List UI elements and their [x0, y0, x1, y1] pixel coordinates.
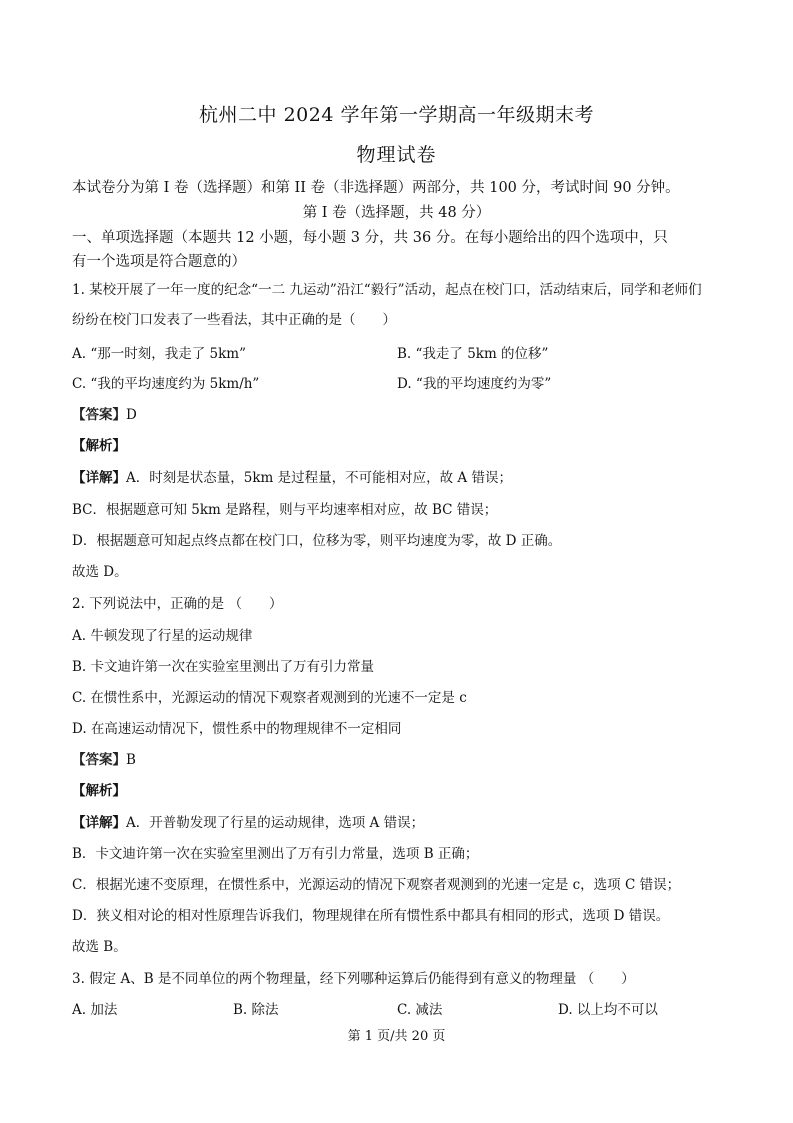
- page-number: 第 1 页/共 20 页: [347, 1029, 446, 1044]
- q1-option-b: B. “我走了 5km 的位移”: [397, 346, 549, 362]
- answer-value: D: [126, 407, 137, 423]
- q2-option-d: D. 在高速运动情况下，惯性系中的物理规律不一定相同: [72, 721, 402, 737]
- q2-analysis-label: 【解析】: [72, 783, 126, 799]
- q2-option-b: B. 卡文迪许第一次在实验室里测出了万有引力常量: [72, 659, 375, 675]
- q2-detail-line3: C．根据光速不变原理，在惯性系中，光源运动的情况下观察者观测到的光速一定是 c，选项 C 错误；: [72, 877, 681, 893]
- q1-option-a: A. “那一时刻，我走了 5km”: [72, 346, 246, 362]
- section-heading: 第 I 卷（选择题，共 48 分）: [302, 205, 491, 221]
- q1-detail-line3: D．根据题意可知起点终点都在校门口，位移为零，则平均速度为零，故 D 正确。: [72, 533, 562, 549]
- part-instructions-line2: 有一个选项是符合题意的）: [72, 254, 246, 270]
- answer-value: B: [126, 752, 136, 768]
- q2-detail-line1: [72, 811, 424, 831]
- part-instructions-line1: 一、单项选择题（本题共 12 小题，每小题 3 分，共 36 分。在每小题给出的四个选项中，只: [72, 230, 668, 246]
- q3-option-a: A. 加法: [72, 1002, 118, 1018]
- q1-option-d: D. “我的平均速度约为零”: [397, 376, 552, 392]
- q1-conclusion: 故选 D。: [72, 564, 128, 580]
- q3-option-d: D. 以上均不可以: [558, 1002, 658, 1018]
- q1-option-c: C. “我的平均速度约为 5km/h”: [72, 376, 260, 392]
- exam-title: 杭州二中 2024 学年第一学期高一年级期末考: [199, 104, 594, 126]
- q2-option-a: A. 牛顿发现了行星的运动规律: [72, 628, 253, 644]
- answer-label: 【答案】: [72, 752, 126, 768]
- q1-analysis-label: 【解析】: [72, 438, 126, 454]
- detail-label: 【详解】: [72, 470, 126, 486]
- q2-stem: 2. 下列说法中，正确的是 （ ）: [72, 596, 283, 612]
- q1-stem-line2: 纷纷在校门口发表了一些看法，其中正确的是（ ）: [72, 312, 396, 328]
- exam-intro: 本试卷分为第 I 卷（选择题）和第 II 卷（非选择题）两部分，共 100 分，考试时间 90 分钟。: [72, 180, 680, 196]
- q1-detail-line1: [72, 466, 512, 486]
- q2-conclusion: 故选 B。: [72, 939, 127, 955]
- exam-subtitle: 物理试卷: [356, 144, 437, 166]
- q1-answer: [72, 403, 137, 423]
- detail-text: A．开普勒发现了行星的运动规律，选项 A 错误；: [126, 815, 425, 831]
- q1-detail-line2: BC．根据题意可知 5km 是路程，则与平均速率相对应，故 BC 错误；: [72, 502, 498, 518]
- detail-text: A．时刻是状态量，5km 是过程量，不可能相对应，故 A 错误；: [126, 470, 512, 486]
- q2-option-c: C. 在惯性系中，光源运动的情况下观察者观测到的光速不一定是 c: [72, 690, 467, 706]
- answer-label: 【答案】: [72, 407, 126, 423]
- q3-stem: 3. 假定 A、B 是不同单位的两个物理量，经下列哪种运算后仍能得到有意义的物理量 （ ）: [72, 971, 635, 987]
- detail-label: 【详解】: [72, 815, 126, 831]
- q3-option-c: C. 减法: [397, 1002, 443, 1018]
- q3-option-b: B. 除法: [233, 1002, 279, 1018]
- q2-answer: [72, 748, 136, 768]
- q1-stem-line1: 1. 某校开展了一年一度的纪念“一二 九运动”沿江“毅行”活动，起点在校门口，活动结束后，同学和老师们: [72, 282, 702, 298]
- q2-detail-line4: D．狭义相对论的相对性原理告诉我们，物理规律在所有惯性系中都具有相同的形式，选项 D 错误。: [72, 908, 670, 924]
- q2-detail-line2: B．卡文迪许第一次在实验室里测出了万有引力常量，选项 B 正确；: [72, 846, 479, 862]
